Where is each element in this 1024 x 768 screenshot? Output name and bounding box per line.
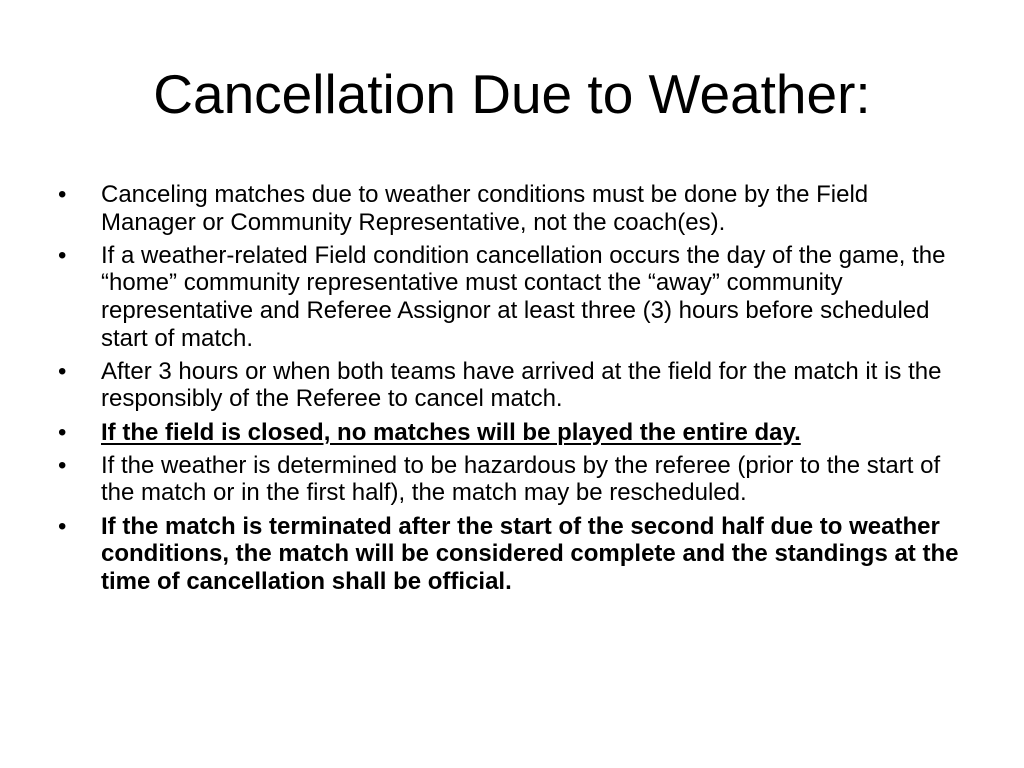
list-item	[58, 419, 968, 447]
bullet-text-emphasized: If the field is closed, no matches will be played the entire day.	[101, 418, 801, 446]
bullet-icon: •	[58, 451, 67, 479]
bullet-icon: •	[58, 357, 67, 385]
list-item	[58, 242, 968, 352]
bullet-icon: •	[58, 512, 67, 540]
bullet-text-bold: If the match is terminated after the start of the second half due to weather conditions, the match will be considered complete and the standings at the time of cancellation shall be official.	[101, 512, 959, 595]
list-item	[58, 452, 968, 507]
bullet-text: If a weather-related Field condition cancellation occurs the day of the game, the “home” community representative must contact the “away” community representative and Referee Assignor at least three (3) hours before scheduled start of match.	[101, 241, 946, 352]
slide-title: Cancellation Due to Weather:	[153, 63, 871, 125]
bullet-text: Canceling matches due to weather conditions must be done by the Field Manager or Community Representative, not the coach(es).	[101, 181, 869, 236]
bullet-icon: •	[58, 418, 67, 446]
list-item	[58, 181, 968, 236]
bullet-icon: •	[58, 181, 67, 208]
bullet-text: If the weather is determined to be hazardous by the referee (prior to the start of the match or in the first half), the match may be rescheduled.	[101, 451, 941, 507]
list-item	[58, 513, 968, 596]
bullet-list	[58, 181, 968, 601]
bullet-text: After 3 hours or when both teams have arrived at the field for the match it is the responsibly of the Referee to cancel match.	[101, 357, 942, 413]
list-item	[58, 358, 968, 413]
bullet-icon: •	[58, 241, 67, 269]
